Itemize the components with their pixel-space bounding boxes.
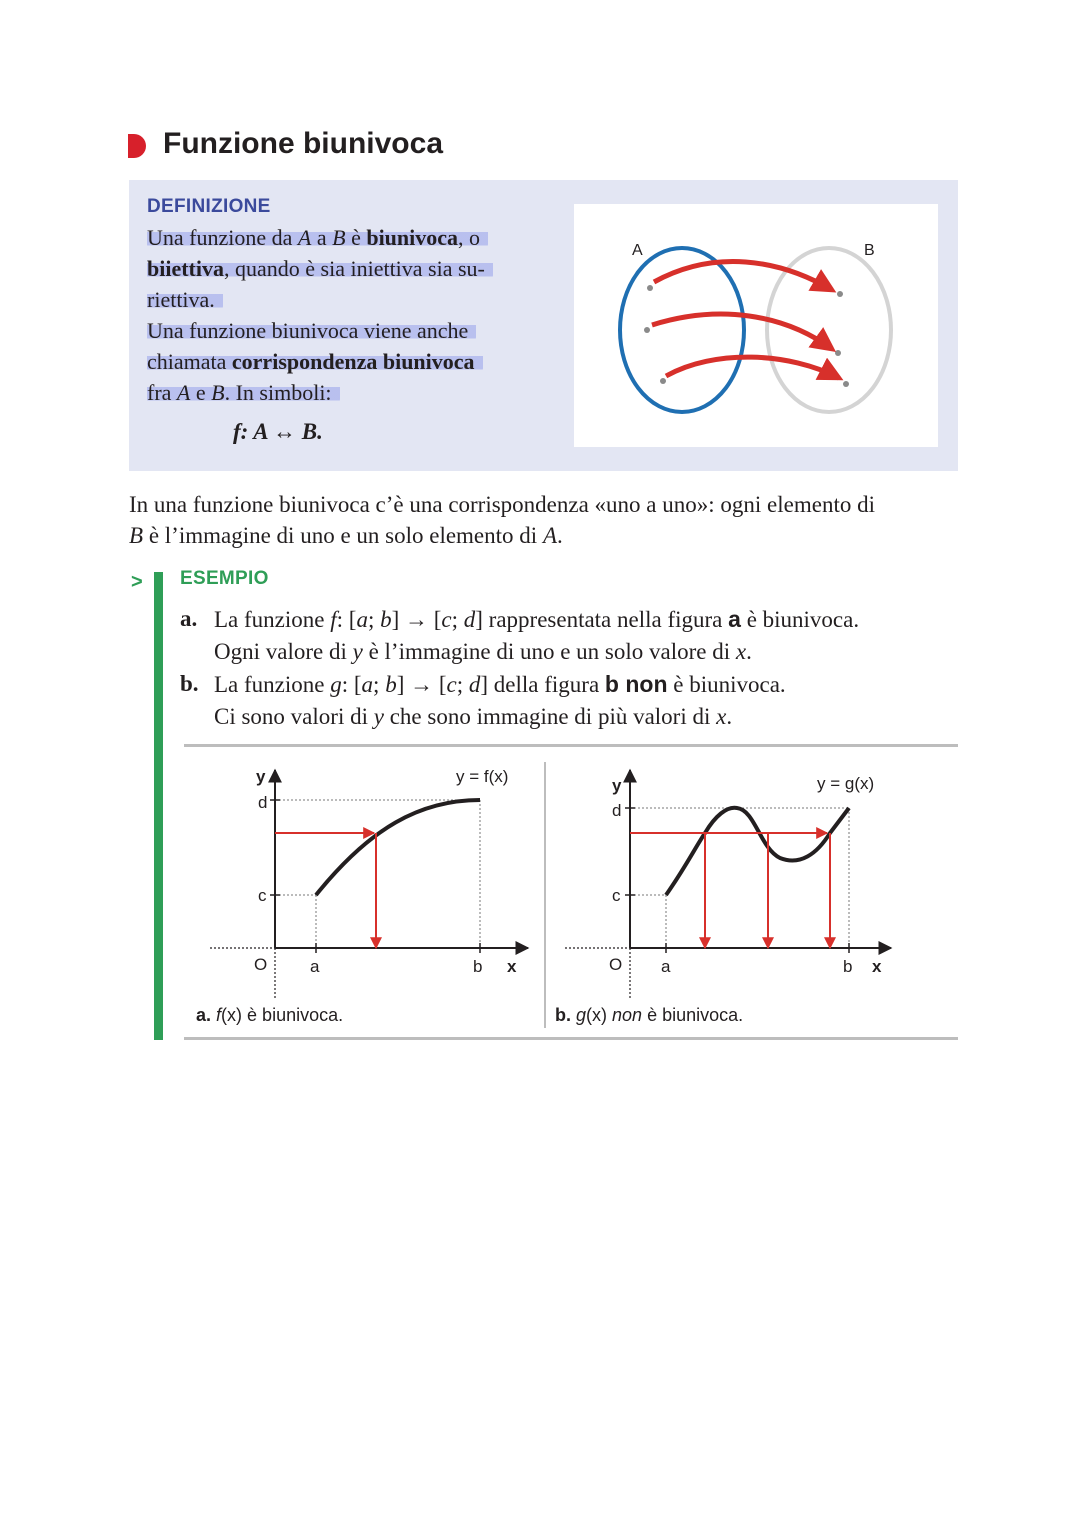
definition-label: DEFINIZIONE [147, 196, 271, 217]
caption-b: b. g(x) non è biunivoca. [555, 1005, 744, 1025]
set-b-point [843, 381, 849, 387]
def-line-2: biiettiva, quando è sia iniettiva sia su- [147, 256, 493, 281]
set-b-point [837, 291, 843, 297]
set-a-label: A [632, 242, 643, 259]
origin-label: O [609, 955, 623, 974]
figure-divider [544, 762, 546, 1028]
curve-g [666, 808, 849, 895]
set-a-point [660, 378, 666, 384]
def-line-6: fra A e B. In simboli: [147, 380, 340, 405]
figure-top-rule [184, 744, 958, 747]
func-label-g: y = g(x) [817, 774, 875, 793]
def-line-3: riettiva. [147, 287, 223, 312]
curve-f [316, 800, 480, 895]
caption-a: a. f(x) è biunivoca. [196, 1005, 344, 1025]
origin-label: O [254, 955, 268, 974]
y-axis-label: y [612, 776, 622, 795]
body-line-2: B è l’immagine di uno e un solo elemento di A. [129, 523, 563, 548]
graph-b [555, 758, 900, 1008]
example-label: ESEMPIO [180, 568, 269, 589]
figure-bottom-rule [184, 1037, 958, 1040]
definition-text [147, 222, 567, 408]
b-label: b [843, 957, 853, 976]
d-label: d [258, 793, 268, 812]
set-a-ellipse [620, 248, 744, 412]
section-marker-icon [128, 134, 146, 158]
b-label: b [473, 957, 483, 976]
set-b-label: B [864, 242, 875, 259]
example-item-a: a. La funzione f: [a; b] → [c; d] rappresentata nella figura a è biunivoca. Ogni valore di y è l’immagine di uno e un solo valore di x. [180, 606, 860, 664]
graph-a [200, 758, 540, 1008]
set-mapping-diagram [574, 204, 938, 447]
body-paragraph [129, 489, 969, 551]
mapping-arrow [654, 262, 832, 290]
a-label: a [310, 957, 320, 976]
def-line-4: Una funzione biunivoca viene anche [147, 318, 476, 343]
body-line-1: In una funzione biunivoca c’è una corrispondenza «uno a uno»: ogni elemento di [129, 492, 875, 517]
d-label: d [612, 801, 622, 820]
set-a-point [644, 327, 650, 333]
set-a-point [647, 285, 653, 291]
c-label: c [612, 886, 621, 905]
mapping-arrow [666, 357, 839, 378]
x-axis-label: x [872, 957, 882, 976]
x-axis-label: x [507, 957, 517, 976]
y-axis-label: y [256, 767, 266, 786]
page-title: Funzione biunivoca [163, 127, 444, 160]
def-line-1: Una funzione da A a B è biunivoca, o [147, 225, 488, 250]
example-arrow-icon: > [131, 571, 143, 593]
func-label-f: y = f(x) [456, 767, 509, 786]
def-line-5: chiamata corrispondenza biunivoca [147, 349, 483, 374]
a-label: a [661, 957, 671, 976]
example-item-b: b. La funzione g: [a; b] → [c; d] della figura b non è biunivoca. Ci sono valori di y che sono immagine di più valori di x. [180, 671, 786, 729]
set-b-point [835, 350, 841, 356]
set-b-ellipse [767, 248, 891, 412]
c-label: c [258, 886, 267, 905]
example-items [180, 603, 970, 733]
definition-symbol: f: A ↔ B. [233, 419, 323, 444]
example-side-bar [154, 572, 163, 1040]
